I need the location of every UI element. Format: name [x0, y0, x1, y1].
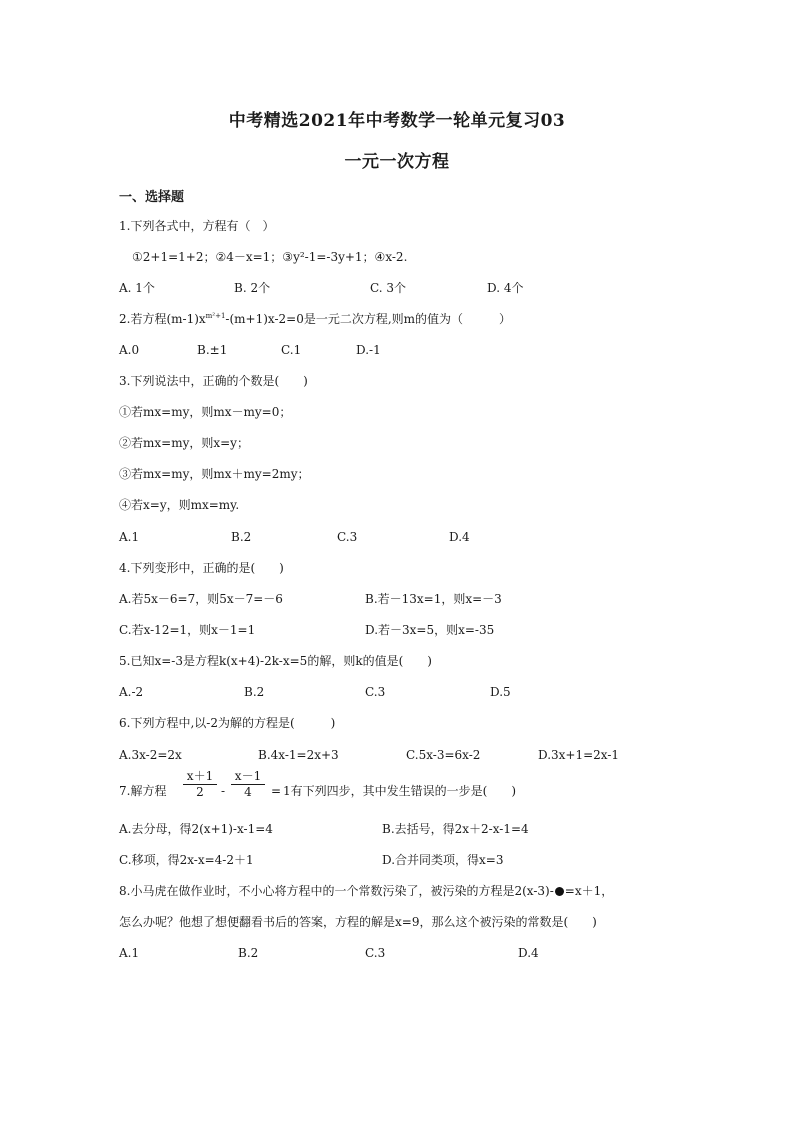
q1-option-d: D. 4个 [487, 281, 524, 295]
q8-line-1-end: =x＋1， [564, 884, 614, 898]
q7-fraction-1-denominator: 2 [196, 785, 204, 799]
q7-fraction-1 [183, 769, 217, 800]
q3-item-3: ③若mx=my，则mx＋my=2my； [119, 467, 310, 481]
q4-stem: 4.下列变形中，正确的是( ) [119, 561, 284, 575]
q7-option-d: D.合并同类项，得x=3 [382, 853, 504, 867]
q1-option-b: B. 2个 [234, 281, 271, 295]
q4-option-a: A.若5x－6=7，则5x－7=－6 [119, 592, 283, 606]
q3-item-4: ④若x=y，则mx=my. [119, 498, 240, 512]
q7-suffix: 1有下列四步，其中发生错误的一步是( ) [283, 784, 516, 798]
q5-option-d: D.5 [490, 685, 511, 699]
q1-stem: 1.下列各式中，方程有（ ） [119, 219, 275, 233]
q8-line-1 [119, 883, 613, 899]
q3-option-d: D.4 [449, 530, 470, 544]
q5-option-c: C.3 [365, 685, 386, 699]
q2-exponent: m²+1 [205, 312, 226, 320]
q4-option-b: B.若－13x=1，则x=－3 [365, 592, 502, 606]
q2-option-d: D.-1 [356, 343, 381, 357]
q5-stem: 5.已知x=-3是方程k(x+4)-2k-x=5的解，则k的值是( ) [119, 654, 432, 668]
q1-option-c: C. 3个 [370, 281, 407, 295]
q8-line-2: 怎么办呢？他想了想便翻看书后的答案，方程的解是x=9，那么这个被污染的常数是( ) [119, 915, 597, 929]
q7-prefix: 7.解方程 [119, 784, 167, 798]
q7-option-a: A.去分母，得2(x+1)-x-1=4 [119, 822, 273, 836]
q8-option-a: A.1 [119, 946, 140, 960]
q5-option-b: B.2 [244, 685, 265, 699]
q7-minus: - [221, 784, 226, 798]
q3-option-c: C.3 [337, 530, 358, 544]
document-subtitle: 一元一次方程 [344, 152, 450, 172]
q7-fraction-2-numerator: x－1 [231, 769, 265, 785]
q6-option-a: A.3x-2=2x [119, 748, 182, 762]
q6-option-d: D.3x+1=2x-1 [538, 748, 620, 762]
q2-option-c: C.1 [281, 343, 302, 357]
q2-stem [119, 311, 511, 327]
q6-stem: 6.下列方程中,以-2为解的方程是( ) [119, 716, 336, 730]
q8-option-d: D.4 [518, 946, 539, 960]
q3-item-2: ②若mx=my，则x=y； [119, 436, 249, 450]
q2-option-a: A.0 [119, 343, 140, 357]
q4-option-d: D.若－3x=5，则x=-35 [365, 623, 495, 637]
q7-fraction-2 [231, 769, 265, 800]
section-heading: 一、选择题 [119, 190, 185, 205]
q3-item-1: ①若mx=my，则mx－my=0； [119, 405, 292, 419]
q6-option-b: B.4x-1=2x+3 [258, 748, 339, 762]
q8-line-1-start: 8.小马虎在做作业时，不小心将方程中的一个常数污染了，被污染的方程是2(x-3)- [119, 884, 554, 898]
document-title: 中考精选2021年中考数学一轮单元复习03 [228, 111, 566, 131]
q5-option-a: A.-2 [119, 685, 144, 699]
q3-option-b: B.2 [231, 530, 252, 544]
q8-option-c: C.3 [365, 946, 386, 960]
q1-items: ①2+1=1+2；②4－x=1；③y²-1=-3y+1；④x-2. [132, 250, 408, 264]
q7-fraction-2-denominator: 4 [244, 785, 252, 799]
q7-fraction-1-numerator: x＋1 [183, 769, 217, 785]
q3-option-a: A.1 [119, 530, 140, 544]
q2-stem-start: 2.若方程(m-1)x [119, 312, 206, 326]
q2-stem-end: -(m+1)x-2=0是一元二次方程,则m的值为（ ） [225, 312, 512, 326]
q8-option-b: B.2 [238, 946, 259, 960]
q7-option-c: C.移项，得2x-x=4-2＋1 [119, 853, 254, 867]
q1-option-a: A. 1个 [119, 281, 155, 295]
q4-option-c: C.若x-12=1，则x－1=1 [119, 623, 256, 637]
q6-option-c: C.5x-3=6x-2 [406, 748, 481, 762]
q2-option-b: B.±1 [197, 343, 228, 357]
q3-stem: 3.下列说法中，正确的个数是( ) [119, 374, 308, 388]
q7-equals: = [271, 784, 282, 798]
ink-blot-icon [555, 887, 564, 896]
q7-option-b: B.去括号，得2x＋2-x-1=4 [382, 822, 529, 836]
